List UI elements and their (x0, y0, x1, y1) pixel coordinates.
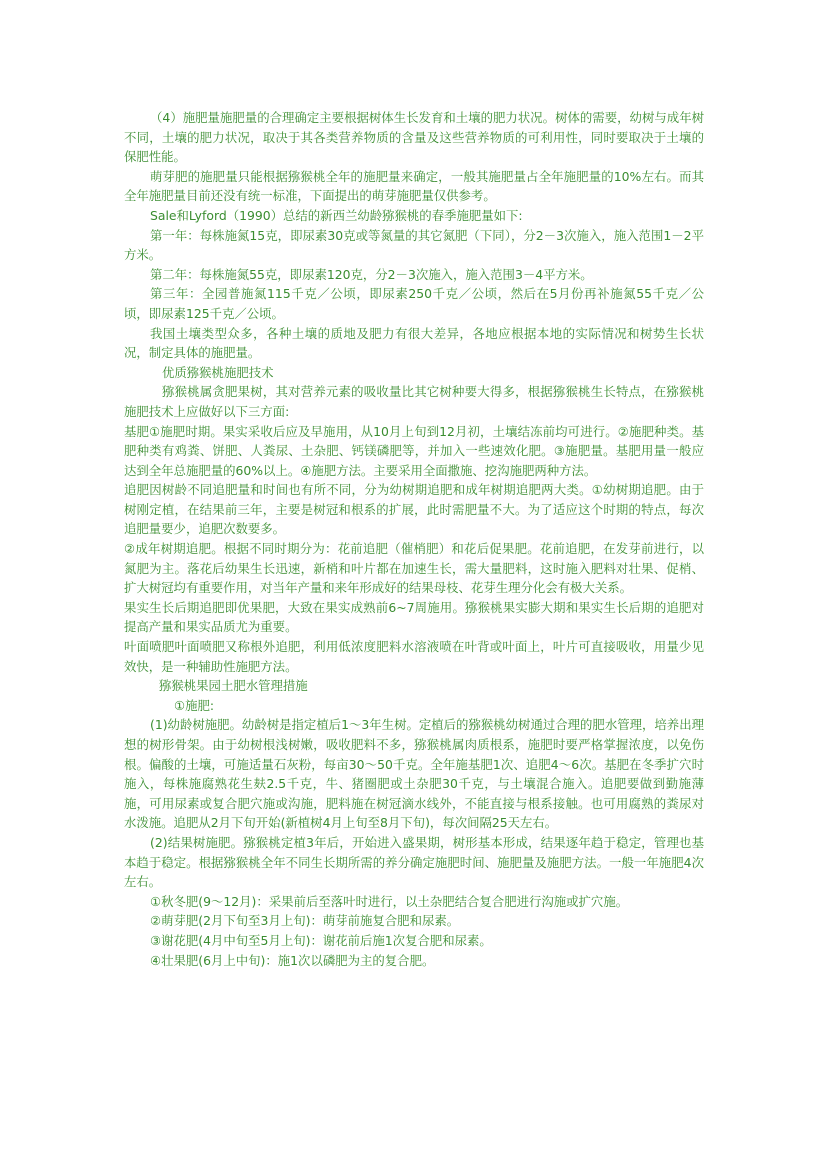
paragraph-fruiting-tree-fertilization: (2)结果树施肥。猕猴桃定植3年后，开始进入盛果期，树形基本形成，结果逐年趋于稳定，管理也基本趋于稳定。根据猕猴桃全年不同生长期所需的养分确定施肥时间、施肥量及施肥方法。一般一年施肥4次左右。 (124, 834, 704, 890)
paragraph-sprouting-fertilizer: 萌芽肥的施肥量只能根据猕猴桃全年的施肥量来确定，一般其施肥量占全年施肥量的10%左右。而其全年施肥量目前还没有统一标准，下面提出的萌芽施肥量仅供参考。 (124, 168, 704, 204)
section-heading-quality-fertilization: 优质猕猴桃施肥技术 (162, 364, 274, 380)
paragraph-fertilization-intro: 猕猴桃属贪肥果树，其对营养元素的吸收量比其它树种要大得多，根据猕猴桃生长特点，在猕猴桃施肥技术上应做好以下三方面: (124, 384, 704, 419)
paragraph-late-fruit-fertilizer: 果实生长后期追肥即优果肥，大致在果实成熟前6~7周施用。猕猴桃果实膨大期和果实生长后期的追肥对提高产量和果实品质尤为重要。 (124, 599, 704, 635)
paragraph-year-one: 第一年：每株施氮15克，即尿素30克或等氮量的其它氮肥（下同），分2－3次施入，施入范围1－2平方米。 (124, 227, 704, 263)
list-item-post-flower: ③谢花肥(4月中旬至5月上旬)：谢花前后施1次复合肥和尿素。 (150, 932, 492, 948)
list-item-autumn-winter: ①秋冬肥(9～12月)：采果前后至落叶时进行，以土杂肥结合复合肥进行沟施或扩穴施。 (150, 893, 629, 909)
section-heading-orchard-management: 猕猴桃果园土肥水管理措施 (159, 678, 308, 694)
paragraph-year-two: 第二年：每株施氮55克，即尿素120克，分2－3次施入，施入范围3－4平方米。 (150, 266, 593, 282)
paragraph-fertilizer-amount: （4）施肥量施肥量的合理确定主要根据树体生长发育和土壤的肥力状况。树体的需要，幼树与成年树不同，土壤的肥力状况，取决于其各类营养物质的含量及这些营养物质的可利用性，同时要取决于土壤的保肥性能。 (124, 110, 704, 165)
paragraph-base-fertilizer: 基肥①施肥时期。果实采收后应及早施用，从10月上旬到12月初，土壤结冻前均可进行。②施肥种类。基肥种类有鸡粪、饼肥、人粪尿、土杂肥、钙镁磷肥等，并加入一些速效化肥。③施肥量。基肥用量一般应达到全年总施肥量的60%以上。④施肥方法。主要采用全面撒施、挖沟施肥两种方法。 (124, 423, 704, 478)
subheading-fertilization: ①施肥: (174, 697, 215, 713)
list-item-sprouting: ②萌芽肥(2月下旬至3月上旬)：萌芽前施复合肥和尿素。 (150, 913, 460, 929)
document-body (124, 108, 704, 970)
paragraph-year-three: 第三年：全园普施氮115千克／公顷，即尿素250千克／公顷，然后在5月份再补施氮55千克／公顷，即尿素125千克／公顷。 (124, 286, 704, 321)
paragraph-top-dressing: 追肥因树龄不同追肥量和时间也有所不同，分为幼树期追肥和成年树期追肥两大类。①幼树期追肥。由于树刚定植，在结果前三年，主要是树冠和根系的扩展，此时需肥量不大。为了适应这个时期的特点，每次追肥量要少，追肥次数要多。 (124, 482, 704, 537)
paragraph-soil-types: 我国土壤类型众多，各种土壤的质地及肥力有很大差异，各地应根据本地的实际情况和树势生长状况，制定具体的施肥量。 (124, 325, 704, 361)
paragraph-sale-lyford: Sale和Lyford（1990）总结的新西兰幼龄猕猴桃的春季施肥量如下: (150, 207, 523, 223)
paragraph-adult-tree-dressing: ②成年树期追肥。根据不同时期分为：花前追肥（催梢肥）和花后促果肥。花前追肥，在发芽前进行，以氮肥为主。落花后幼果生长迅速，新梢和叶片都在加速生长，需大量肥料，这时施入肥料对壮果、促梢、扩大树冠均有重要作用，对当年产量和来年形成好的结果母枝、花芽生理分化会有极大关系。 (124, 541, 704, 596)
paragraph-foliar-spray: 叶面喷肥叶面喷肥又称根外追肥，利用低浓度肥料水溶液喷在叶背或叶面上，叶片可直接吸收，用量少见效快，是一种辅助性施肥方法。 (124, 639, 704, 674)
paragraph-young-tree-fertilization: (1)幼龄树施肥。幼龄树是指定植后1～3年生树。定植后的猕猴桃幼树通过合理的肥水管理，培养出理想的树形骨架。由于幼树根浅树嫩，吸收肥料不多，猕猴桃属肉质根系，施肥时要严格掌握浓度，以免伤根。偏酸的土壤，可施适量石灰粉，每亩30～50千克。全年施基肥1次、追肥4～6次。基肥在冬季扩穴时施入，每株施腐熟花生麸2.5千克，牛、猪圈肥或土杂肥30千克，与土壤混合施入。追肥要做到勤施薄施，可用尿素或复合肥穴施或沟施，肥料施在树冠滴水线外，不能直接与根系接触。也可用腐熟的粪尿对水泼施。追肥从2月下旬开始(新植树4月上旬至8月下旬)，每次间隔25天左右。 (124, 717, 704, 831)
list-item-fruit-swelling: ④壮果肥(6月上中旬)：施1次以磷肥为主的复合肥。 (150, 952, 435, 968)
